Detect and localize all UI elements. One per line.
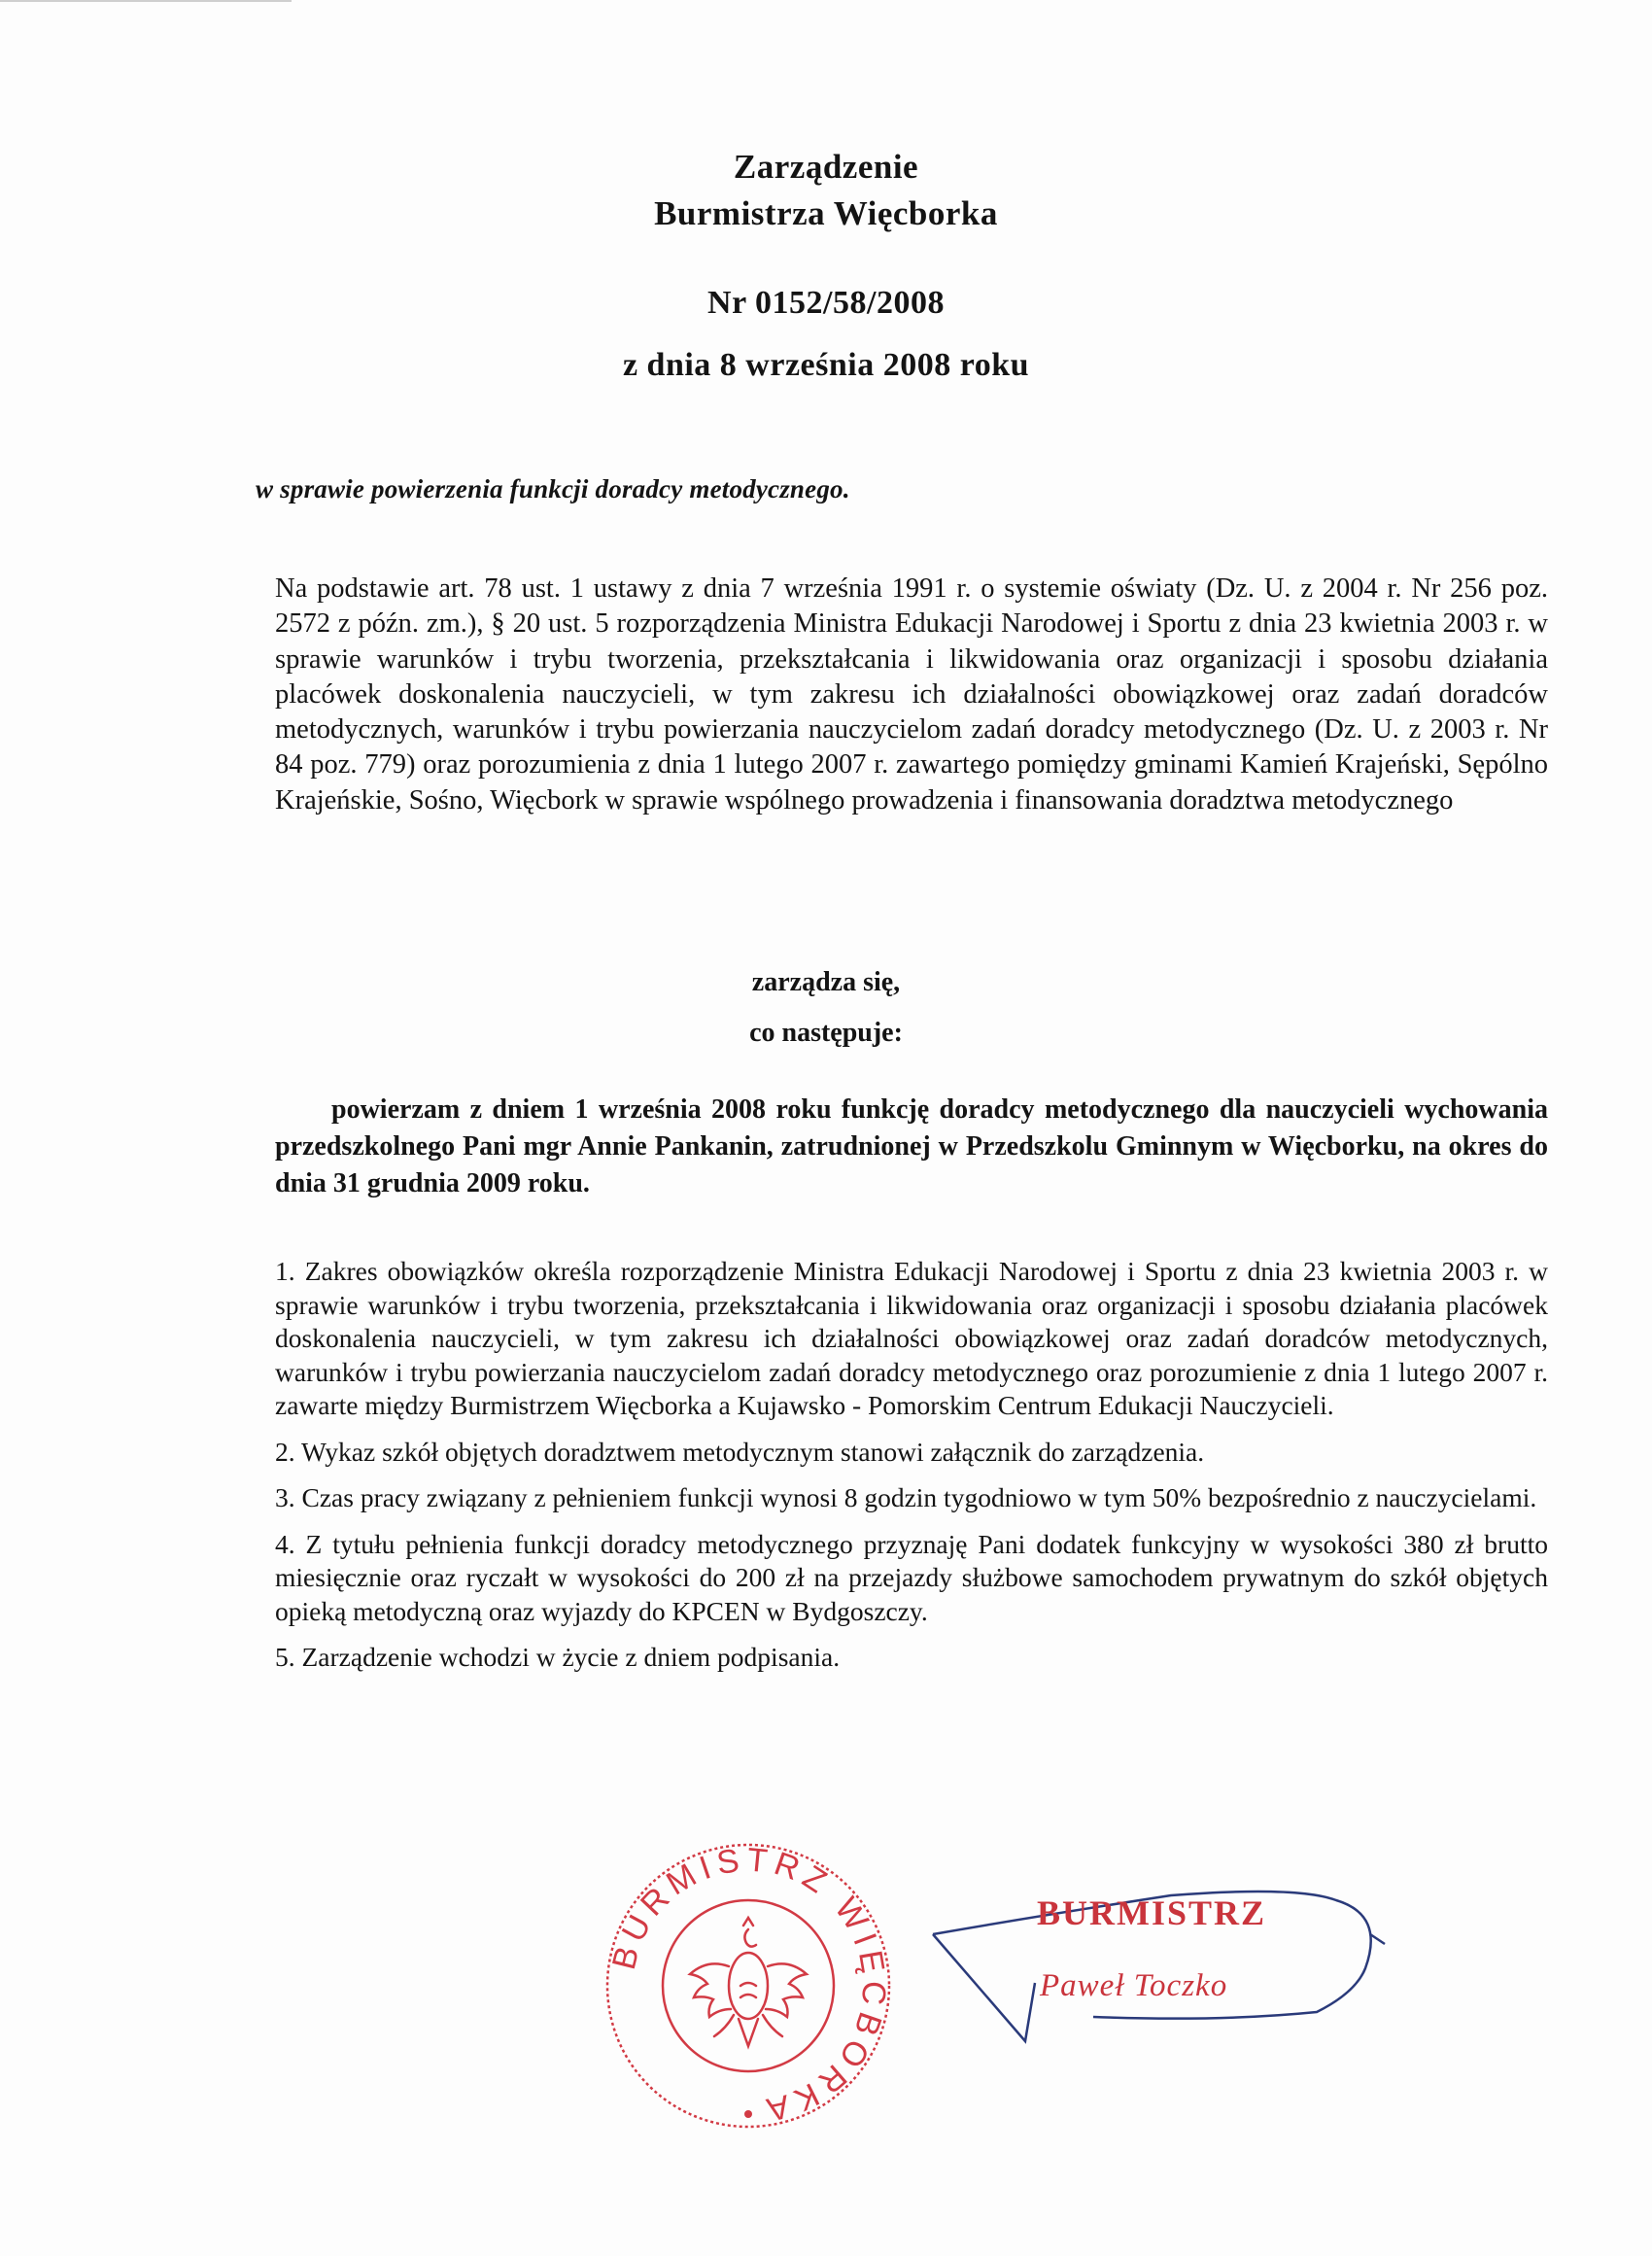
signature-name-stamp: Paweł Toczko [1040, 1968, 1228, 2003]
document-issuer: Burmistrza Więcborka [654, 194, 998, 232]
decree-line-2: co następuje: [749, 1018, 903, 1048]
official-stamp [602, 1840, 894, 2132]
document-date: z dnia 8 września 2008 roku [622, 347, 1030, 383]
signature-title-stamp: BURMISTRZ [1037, 1893, 1267, 1932]
provision-item: 5. Zarządzenie wchodzi w życie z dniem podpisania. [275, 1642, 841, 1672]
entrust-paragraph: powierzam z dniem 1 września 2008 roku funkcję doradcy metodycznego dla nauczycieli wychowania przedszkolnego Pani mgr Annie Pankanin, zatrudnionej w Przedszkolu Gminnym w Więcborku, na okres do dnia 31 grudnia 2009 roku. [275, 1094, 1548, 1198]
legal-basis-paragraph: Na podstawie art. 78 ust. 1 ustawy z dnia 7 września 1991 r. o systemie oświaty (Dz. U. z 2004 r. Nr 256 poz. 2572 z późn. zm.), § 20 ust. 5 rozporządzenia Ministra Edukacji Narodowej i Sportu z dnia 23 kwietnia 2003 r. w sprawie warunków i trybu tworzenia, przekształcania i likwidowania oraz organizacji i sposobu działania placówek doskonalenia nauczycieli, w tym zakresu ich działalności obowiązkowej oraz zadań doradców metodycznych, warunków i trybu powierzania nauczycielom zadań doradcy metodycznego (Dz. U. z 2003 r. Nr 84 poz. 779) oraz porozumienia z dnia 1 lutego 2007 r. zawartego pomiędzy gminami Kamień Krajeński, Sępólno Krajeńskie, Sośno, Więcbork w sprawie wspólnego prowadzenia i finansowania doradztwa metodycznego [275, 573, 1548, 816]
stamp-text: BURMISTRZ WIĘCBORKA [604, 1841, 893, 2130]
provision-item: 4. Z tytułu pełnienia funkcji doradcy metodycznego przyznaję Pani dodatek funkcyjny w wysokości 380 zł brutto miesięcznie oraz ryczałt w wysokości do 200 zł na przejazdy służbowe samochodem prywatnym do szkół objętych opieką metodyczną oraz wyjazdy do KPCEN w Bydgoszczy. [275, 1528, 1548, 1626]
provision-item: 2. Wykaz szkół objętych doradztwem metodycznym stanowi załącznik do zarządzenia. [275, 1436, 1205, 1467]
eagle-emblem-icon [690, 1918, 807, 2046]
provision-item: 1. Zakres obowiązków określa rozporządzenie Ministra Edukacji Narodowej i Sportu z dnia 23 kwietnia 2003 r. w sprawie warunków i trybu tworzenia, przekształcania i likwidowania oraz organizacji i sposobu działania placówek doskonalenia nauczycieli, w tym zakresu ich działalności obowiązkowej oraz zadań doradców metodycznych, warunków i trybu powierzania nauczycielom zadań doradcy metodycznego oraz porozumienie z dnia 1 lutego 2007 r. zawarte między Burmistrzem Więcborka a Kujawsko - Pomorskim Centrum Edukacji Nauczycieli. [275, 1256, 1548, 1420]
document-number: Nr 0152/58/2008 [707, 285, 945, 321]
provision-item: 3. Czas pracy związany z pełnieniem funkcji wynosi 8 godzin tygodniowo w tym 50% bezpośrednio z nauczycielami. [275, 1482, 1537, 1512]
provisions-list [275, 1255, 1548, 1687]
decree-line-1: zarządza się, [751, 967, 901, 997]
document-title: Zarządzenie [733, 148, 919, 186]
scan-edge-mark [0, 0, 292, 2]
document-subject: w sprawie powierzenia funkcji doradcy metodycznego. [256, 474, 850, 503]
